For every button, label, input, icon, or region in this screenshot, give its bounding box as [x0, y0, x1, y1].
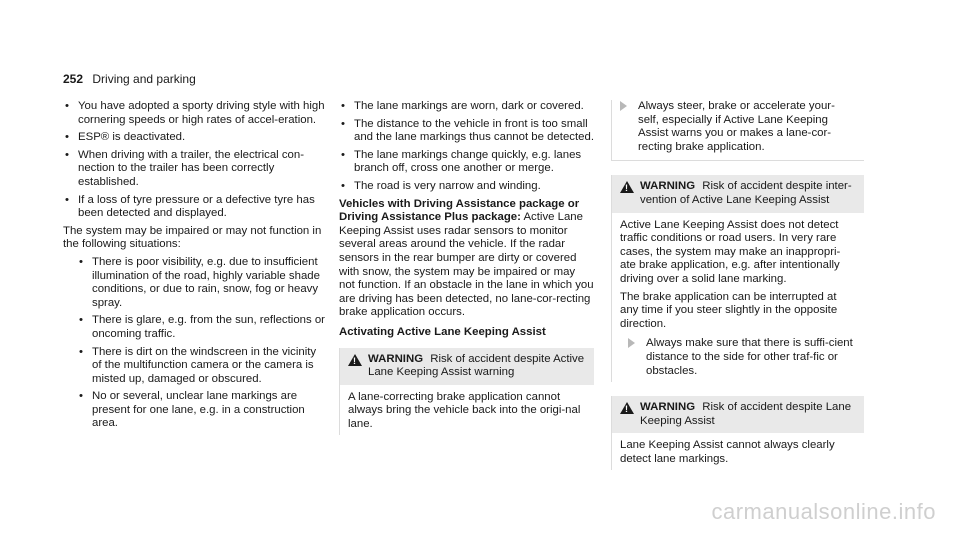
instruction-note — [620, 337, 856, 378]
list-item: • If a loss of tyre pressure or a defective tyre has been detected and displayed. — [63, 194, 326, 221]
instruction-text: Always steer, brake or accelerate your-self, especially if Active Lane Keeping Assist warns you or makes a lane-cor-recting brake application. — [638, 100, 835, 153]
warning-header — [612, 396, 864, 433]
warning-body: Lane Keeping Assist cannot always clearly detect lane markings. — [620, 439, 835, 465]
warning-box — [611, 396, 864, 470]
list-item: • There is poor visibility, e.g. due to insufficient illumination of the road, highly variable shade conditions, or due to rain, snow, fog or heavy spray. — [77, 256, 326, 310]
list-item: • The distance to the vehicle in front is too small and the lane markings thus cannot be detected. — [339, 118, 594, 145]
bullet-list-conditions — [63, 100, 326, 221]
list-item: • ESP® is deactivated. — [63, 131, 326, 145]
column-3 — [611, 100, 864, 470]
warning-title: Risk of accident despite Lane Keeping Assist — [640, 401, 852, 427]
warning-header — [340, 348, 594, 385]
warning-body: A lane-correcting brake application cannot always bring the vehicle back into the origi-nal lane. — [348, 390, 581, 430]
list-item: • When driving with a trailer, the electrical con-nection to the trailer has been correctly established. — [63, 149, 326, 190]
vehicles-text: Active Lane Keeping Assist uses radar sensors to monitor several areas around the vehicle. If the radar sensors in the rear bumper are dirty or covered with snow, the system may be impaired or may not function. If an obstacle in the lane in which you are driving has been detected, no lane-cor-recting brake application occurs. — [339, 211, 594, 319]
list-item: • The lane markings change quickly, e.g. lanes branch off, cross one another or merge. — [339, 149, 594, 176]
warning-body — [612, 213, 864, 383]
warning-header — [612, 175, 864, 212]
arrow-right-icon — [628, 338, 635, 348]
warning-title: Risk of accident despite Active Lane Keeping Assist warning — [368, 352, 585, 379]
column-2 — [339, 100, 594, 435]
list-item: • The road is very narrow and winding. — [339, 180, 594, 194]
instruction-box — [611, 100, 864, 161]
list-item: • No or several, unclear lane markings are present for one lane, e.g. in a construction area. — [77, 390, 326, 431]
page-number: 252 — [63, 72, 84, 86]
list-item: • The lane markings are worn, dark or covered. — [339, 100, 594, 114]
bullet-list-situations-cont — [339, 100, 594, 194]
instruction-text: Always make sure that there is suffi-cient distance to the side for other traf-fic or obstacles. — [646, 337, 853, 377]
list-item: • You have adopted a sporty driving style with high cornering speeds or high rates of accel-eration. — [63, 100, 326, 127]
bullet-list-situations — [77, 256, 326, 431]
paragraph-impaired: The system may be impaired or may not function in the following situations: — [63, 224, 322, 251]
warning-label: WARNING — [368, 352, 424, 365]
list-item: • There is glare, e.g. from the sun, reflections or oncoming traffic. — [77, 314, 326, 341]
paragraph-vehicles — [339, 198, 594, 320]
warning-triangle-icon — [348, 354, 362, 366]
list-item: • There is dirt on the windscreen in the vicinity of the multifunction camera or the camera is misted up, damaged or obscured. — [77, 346, 326, 387]
arrow-right-icon — [620, 101, 627, 111]
instruction-note — [612, 100, 854, 154]
vehicles-heading: Vehicles with Driving Assistance package or Driving Assistance Plus package: — [339, 197, 580, 224]
warning-triangle-icon — [620, 402, 634, 414]
warning-paragraph: Active Lane Keeping Assist does not detect traffic conditions or road users. In very rare cases, the system may make an inappropri-ate brake application, e.g. after intentionally driving over a solid lane marking. — [620, 218, 841, 285]
warning-box — [339, 348, 594, 436]
warning-title: Risk of accident despite inter-vention of Active Lane Keeping Assist — [640, 180, 852, 206]
warning-box — [611, 175, 864, 382]
warning-triangle-icon — [620, 181, 634, 193]
column-1 — [63, 100, 326, 435]
watermark: carmanualsonline.info — [711, 499, 936, 524]
warning-paragraph: The brake application can be interrupted at any time if you steer slightly in the opposite direction. — [620, 290, 838, 330]
page-header — [63, 72, 196, 86]
warning-label: WARNING — [640, 180, 696, 193]
warning-label: WARNING — [640, 401, 696, 414]
section-title: Driving and parking — [92, 72, 196, 86]
section-heading-activating: Activating Active Lane Keeping Assist — [339, 325, 546, 338]
